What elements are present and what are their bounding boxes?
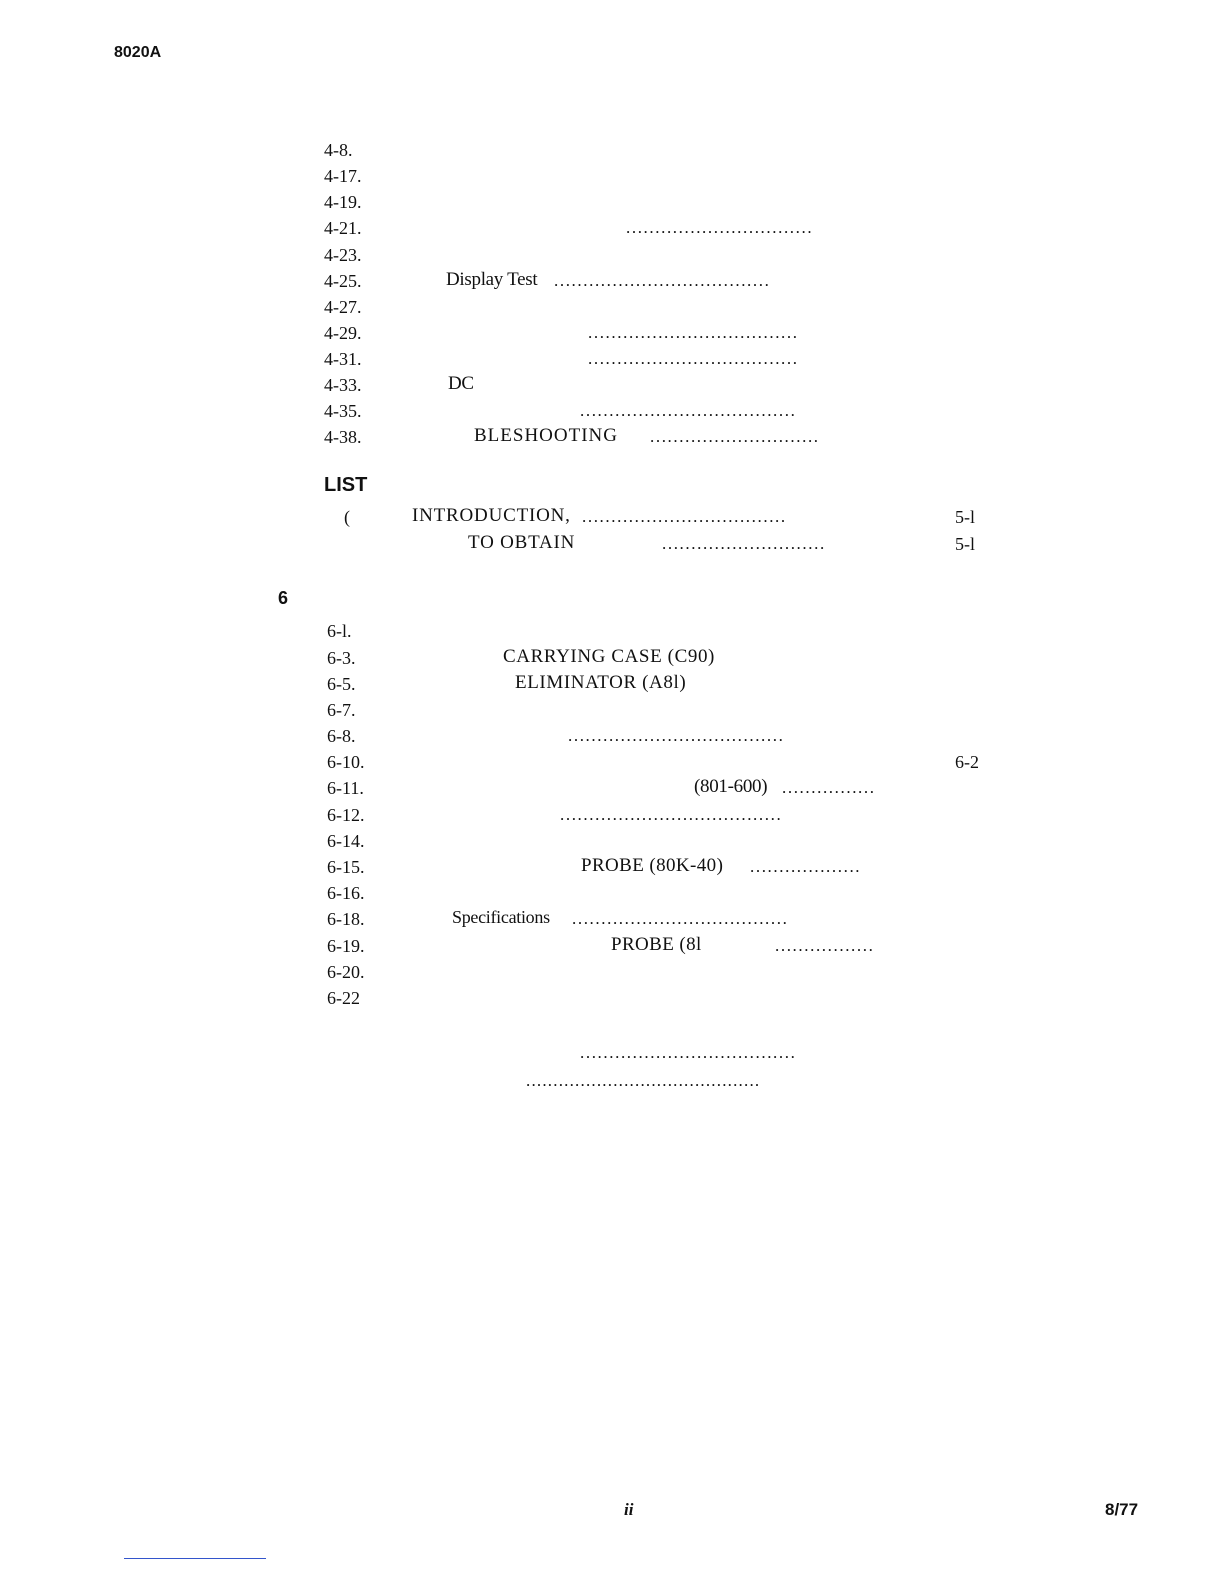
entry-number: 6-5.	[327, 674, 356, 694]
dot-leader: .....................................	[572, 909, 789, 928]
dot-leader: .............................	[650, 427, 820, 446]
entry-number: 4-33.	[324, 375, 362, 395]
entry-number: 6-18.	[327, 909, 365, 929]
dot-leader: ................................	[626, 218, 814, 237]
entry-number: 6-11.	[327, 778, 364, 798]
entry-number: 4-29.	[324, 323, 362, 343]
entry-number: 6-3.	[327, 648, 356, 668]
dot-leader: .....................................	[580, 401, 797, 420]
dot-leader: ....................................	[588, 349, 799, 368]
entry-number: 6-16.	[327, 883, 365, 903]
dot-leader: .....................................	[554, 271, 771, 290]
entry-number: 4-25.	[324, 271, 362, 291]
entry-number: 6-15.	[327, 857, 365, 877]
dot-leader: .....................................	[580, 1043, 797, 1062]
footer-date: 8/77	[1105, 1500, 1139, 1519]
entry-number: 4-31.	[324, 349, 362, 369]
entry-number: 4-17.	[324, 166, 362, 186]
entry-title: DC	[448, 373, 474, 394]
entry-title: CARRYING CASE (C90)	[503, 646, 715, 667]
dot-leader: ............................	[662, 534, 826, 553]
entry-title: BLESHOOTING	[474, 425, 618, 446]
page-number: 5-l	[955, 507, 975, 527]
entry-number: 4-8.	[324, 140, 353, 160]
entry-title: ELIMINATOR (A8l)	[515, 672, 687, 693]
dot-leader: ................	[782, 778, 876, 797]
entry-number: 6-19.	[327, 936, 365, 956]
entry-number: 4-27.	[324, 297, 362, 317]
entry-number: 6-20.	[327, 962, 365, 982]
entry-number: 6-14.	[327, 831, 365, 851]
entry-title: INTRODUCTION,	[412, 505, 571, 526]
section-6-label: 6	[278, 588, 289, 608]
entry-title: PROBE (80K-40)	[581, 855, 724, 876]
document-id: 8020A	[114, 44, 162, 61]
entry-number: 4-38.	[324, 427, 362, 447]
entry-number: 4-21.	[324, 218, 362, 238]
entry-number: 6-7.	[327, 700, 356, 720]
bottom-rule	[124, 1558, 266, 1559]
entry-number: 4-23.	[324, 245, 362, 265]
footer-page-number: ii	[624, 1500, 634, 1519]
page-number: 6-2	[955, 752, 979, 772]
entry-title: Specifications	[452, 907, 550, 927]
entry-number: 4-35.	[324, 401, 362, 421]
entry-title: PROBE (8l	[611, 934, 702, 955]
entry-number: 6-l.	[327, 621, 352, 641]
list-heading: LIST	[324, 474, 368, 496]
dot-leader: ....................................	[588, 323, 799, 342]
entry-number: 6-12.	[327, 805, 365, 825]
dot-leader: .................	[775, 936, 875, 955]
entry-number: 6-8.	[327, 726, 356, 746]
dot-leader: ...........................................	[526, 1071, 761, 1090]
dot-leader: ...................	[750, 857, 862, 876]
entry-title: (801-600)	[694, 776, 768, 797]
dot-leader: .....................................	[568, 726, 785, 745]
page-number: 5-l	[955, 534, 975, 554]
dot-leader: ...................................	[582, 507, 787, 526]
entry-number: 4-19.	[324, 192, 362, 212]
entry-number: (	[344, 507, 350, 527]
entry-number: 6-22	[327, 988, 360, 1008]
entry-title: TO OBTAIN	[468, 532, 576, 553]
entry-number: 6-10.	[327, 752, 365, 772]
entry-title: Display Test	[446, 269, 538, 290]
dot-leader: ......................................	[560, 805, 783, 824]
